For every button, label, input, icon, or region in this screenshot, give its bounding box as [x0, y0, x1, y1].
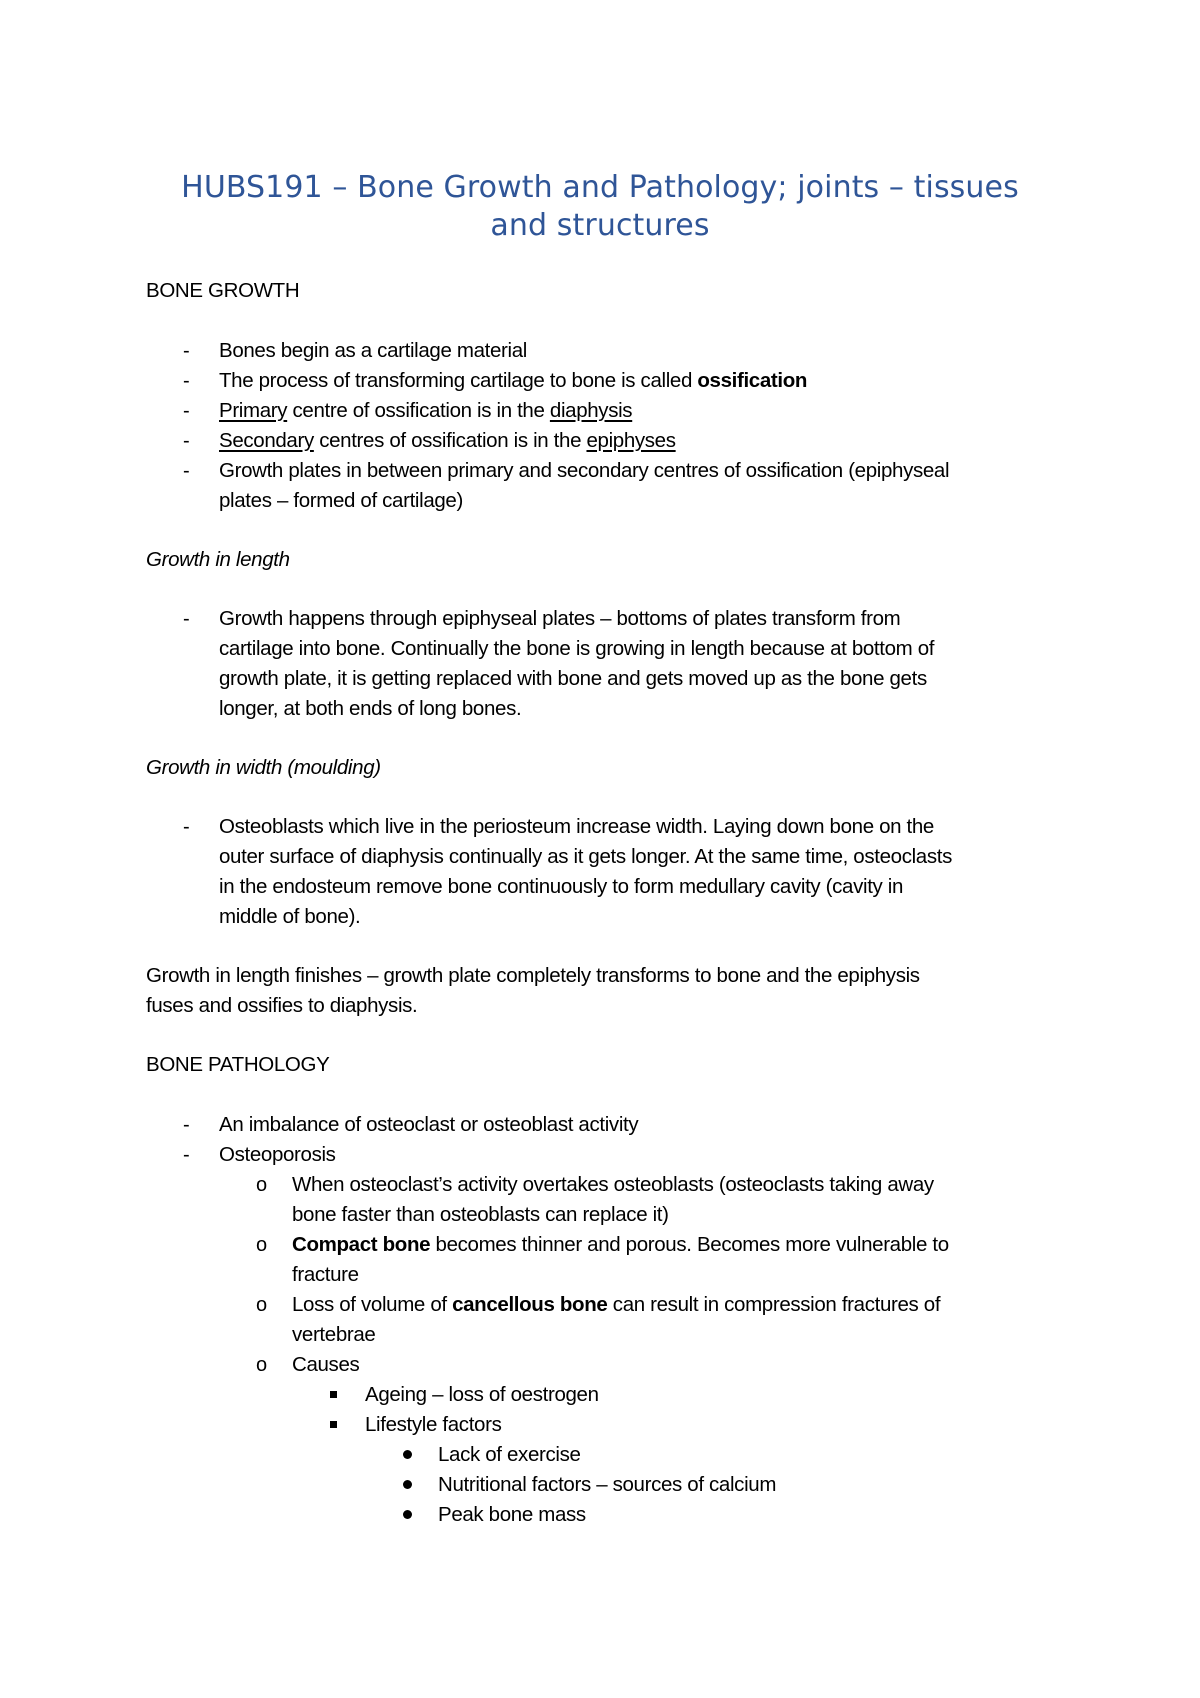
list-item: Bones begin as a cartilage material	[219, 339, 527, 362]
list-item	[219, 427, 676, 455]
paragraph-line: Growth happens through epiphyseal plates – bottoms of plates transform from	[219, 607, 901, 630]
sub-list-item: Causes	[292, 1353, 360, 1376]
dash-marker: -	[183, 400, 190, 422]
dash-marker: -	[183, 816, 190, 838]
title-text-1: HUBS191 – Bone Growth and Pathology; joints – tissues	[181, 170, 1019, 205]
paragraph-line: Osteoblasts which live in the periosteum increase width. Laying down bone on the	[219, 815, 934, 838]
document-title-line-1	[130, 169, 1070, 207]
dash-marker: -	[183, 1144, 190, 1166]
sub-list-item-continuation: bone faster than osteoblasts can replace it)	[292, 1203, 669, 1226]
secondary-underlined: Secondary	[219, 429, 314, 452]
sub-list-item: When osteoclast’s activity overtakes osteoblasts (osteoclasts taking away	[292, 1173, 934, 1196]
paragraph-line: fuses and ossifies to diaphysis.	[146, 994, 418, 1017]
list-item-continuation: plates – formed of cartilage)	[219, 489, 463, 512]
dash-marker: -	[183, 608, 190, 630]
dash-marker: -	[183, 1114, 190, 1136]
sub-sub-sub-list-item: Peak bone mass	[438, 1503, 586, 1526]
list-item-text: centre of ossification is in the	[287, 399, 550, 422]
growth-in-length-heading: Growth in length	[146, 548, 290, 571]
list-item-text: The process of transforming cartilage to bone is called	[219, 369, 698, 392]
list-item: An imbalance of osteoclast or osteoblast activity	[219, 1113, 639, 1136]
bone-growth-heading: BONE GROWTH	[146, 279, 300, 302]
dash-marker: -	[183, 460, 190, 482]
paragraph-line: Growth in length finishes – growth plate completely transforms to bone and the epiphysis	[146, 964, 920, 987]
paragraph-line: outer surface of diaphysis continually as it gets longer. At the same time, osteoclasts	[219, 845, 953, 868]
list-item: Growth plates in between primary and secondary centres of ossification (epiphyseal	[219, 459, 950, 482]
epiphyses-underlined: epiphyses	[586, 429, 676, 452]
square-bullet-icon	[330, 1391, 337, 1398]
sub-sub-list-item: Lifestyle factors	[365, 1413, 502, 1436]
circle-marker: o	[256, 1294, 268, 1316]
paragraph-line: longer, at both ends of long bones.	[219, 697, 522, 720]
paragraph-line: growth plate, it is getting replaced with bone and gets moved up as the bone gets	[219, 667, 927, 690]
paragraph-line: cartilage into bone. Continually the bone is growing in length because at bottom of	[219, 637, 935, 660]
sub-list-item-text: can result in compression fractures of	[607, 1293, 941, 1316]
sub-list-item-continuation: vertebrae	[292, 1323, 376, 1346]
sub-sub-list-item: Ageing – loss of oestrogen	[365, 1383, 599, 1406]
sub-list-item	[292, 1291, 940, 1319]
dash-marker: -	[183, 340, 190, 362]
list-item	[219, 367, 807, 395]
square-bullet-icon	[330, 1421, 337, 1428]
title-text-2: and structures	[490, 208, 710, 243]
compact-bone-bold: Compact bone	[292, 1233, 431, 1256]
document-title-line-2	[130, 207, 1070, 245]
list-item: Osteoporosis	[219, 1143, 336, 1166]
round-bullet-icon	[403, 1480, 412, 1489]
round-bullet-icon	[403, 1450, 412, 1459]
diaphysis-underlined: diaphysis	[549, 399, 633, 422]
growth-in-width-heading: Growth in width (moulding)	[146, 756, 381, 779]
dash-marker: -	[183, 370, 190, 392]
paragraph-line: in the endosteum remove bone continuously to form medullary cavity (cavity in	[219, 875, 904, 898]
bone-pathology-heading: BONE PATHOLOGY	[146, 1053, 330, 1076]
cancellous-bone-bold: cancellous bone	[452, 1293, 608, 1316]
ossification-bold: ossification	[697, 369, 808, 392]
list-item	[219, 397, 632, 425]
list-item-text: centres of ossification is in the	[313, 429, 587, 452]
sub-list-item-text: becomes thinner and porous. Becomes more vulnerable to	[430, 1233, 949, 1256]
circle-marker: o	[256, 1234, 268, 1256]
round-bullet-icon	[403, 1510, 412, 1519]
paragraph-line: middle of bone).	[219, 905, 361, 928]
circle-marker: o	[256, 1174, 268, 1196]
circle-marker: o	[256, 1354, 268, 1376]
sub-list-item-continuation: fracture	[292, 1263, 359, 1286]
primary-underlined: Primary	[219, 399, 288, 422]
sub-list-item	[292, 1231, 949, 1259]
sub-list-item-text: Loss of volume of	[292, 1293, 453, 1316]
sub-sub-sub-list-item: Lack of exercise	[438, 1443, 581, 1466]
sub-sub-sub-list-item: Nutritional factors – sources of calcium	[438, 1473, 777, 1496]
dash-marker: -	[183, 430, 190, 452]
